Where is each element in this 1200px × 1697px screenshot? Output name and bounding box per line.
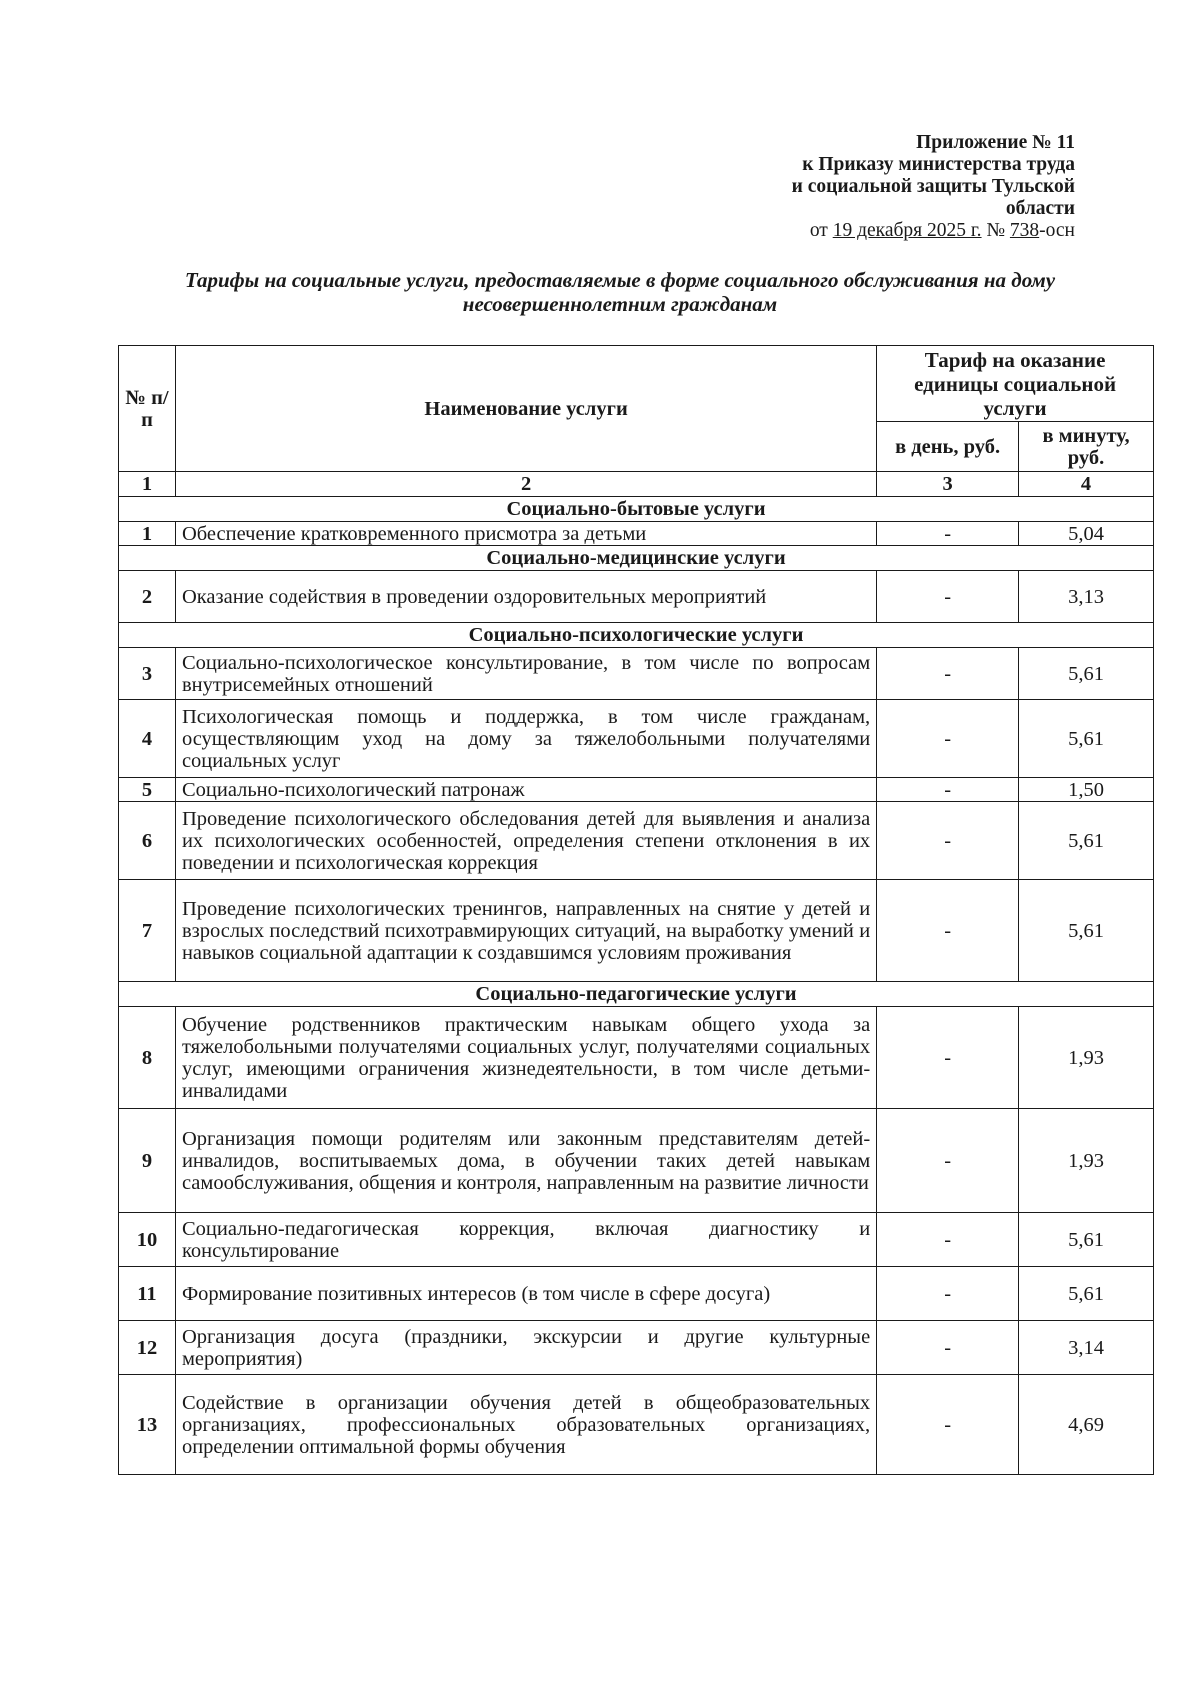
document-title: Тарифы на социальные услуги, предоставляемые в форме социального обслуживания на дому несовершеннолетним гражданам: [184, 268, 1056, 316]
tariff-per-minute: 3,13: [1019, 571, 1154, 623]
appendix-date-line: от 19 декабря 2025 г. № 738-осн: [809, 220, 1075, 241]
service-name: Содействие в организации обучения детей в общеобразовательных организациях, профессиональных образовательных организациях, определении оптимальной формы обучения: [175, 1375, 876, 1475]
service-number: 11: [119, 1267, 176, 1321]
tariff-per-minute: 5,61: [1019, 1213, 1154, 1267]
tariff-per-day: -: [877, 778, 1019, 802]
service-number: 4: [119, 700, 176, 778]
table-row: [119, 571, 1154, 623]
appendix-number: Приложение № 11: [916, 132, 1075, 153]
tariff-per-day: -: [877, 1321, 1019, 1375]
service-name: Социально-психологическое консультирование, в том числе по вопросам внутрисемейных отношений: [175, 648, 876, 700]
order-number: 738: [1009, 220, 1040, 241]
tariff-per-day: -: [877, 1267, 1019, 1321]
table-row: [119, 1375, 1154, 1475]
table-row: [119, 778, 1154, 802]
tariff-per-day: -: [877, 648, 1019, 700]
service-number: 5: [119, 778, 176, 802]
appendix-order-line-1: к Приказу министерства труда: [802, 154, 1075, 175]
tariff-per-day: -: [877, 700, 1019, 778]
table-header-row: [119, 346, 1154, 422]
section-title: Социально-медицинские услуги: [119, 546, 1154, 571]
service-name: Психологическая помощь и поддержка, в том числе гражданам, осуществляющим уход на дому за тяжелобольными получателями социальных услуг: [175, 700, 876, 778]
tariff-per-day: -: [877, 802, 1019, 880]
tariff-per-minute: 5,61: [1019, 700, 1154, 778]
tariff-per-minute: 3,14: [1019, 1321, 1154, 1375]
service-name: Обеспечение кратковременного присмотра за детьми: [175, 522, 876, 546]
section-header-row: [119, 546, 1154, 571]
column-number: 3: [877, 472, 1019, 497]
tariff-per-day: -: [877, 1109, 1019, 1213]
section-title: Социально-педагогические услуги: [119, 982, 1154, 1007]
header-num: № п/п: [119, 346, 176, 472]
section-header-row: [119, 497, 1154, 522]
table-row: [119, 648, 1154, 700]
service-number: 13: [119, 1375, 176, 1475]
tariff-per-day: -: [877, 880, 1019, 982]
table-row: [119, 700, 1154, 778]
tariff-per-minute: 1,93: [1019, 1007, 1154, 1109]
table-row: [119, 522, 1154, 546]
section-title: Социально-психологические услуги: [119, 623, 1154, 648]
header-name: Наименование услуги: [175, 346, 876, 472]
tariff-per-day: -: [877, 1375, 1019, 1475]
service-name: Социально-психологический патронаж: [175, 778, 876, 802]
tariff-per-minute: 1,93: [1019, 1109, 1154, 1213]
table-row: [119, 1109, 1154, 1213]
tariff-per-minute: 5,04: [1019, 522, 1154, 546]
service-number: 2: [119, 571, 176, 623]
service-number: 10: [119, 1213, 176, 1267]
column-number: 1: [119, 472, 176, 497]
table-row: [119, 1007, 1154, 1109]
table-row: [119, 1321, 1154, 1375]
tariff-per-day: -: [877, 1007, 1019, 1109]
tariff-per-minute: 5,61: [1019, 802, 1154, 880]
tariff-per-minute: 5,61: [1019, 880, 1154, 982]
service-number: 9: [119, 1109, 176, 1213]
service-name: Проведение психологического обследования детей для выявления и анализа их психологических особенностей, определения степени отклонения в их поведении и психологическая коррекция: [175, 802, 876, 880]
service-name: Социально-педагогическая коррекция, включая диагностику и консультирование: [175, 1213, 876, 1267]
header-per-day: в день, руб.: [877, 422, 1019, 472]
service-name: Организация помощи родителям или законным представителям детей-инвалидов, воспитываемых дома, в обучении таких детей навыкам самообслуживания, общения и контроля, направленным на развитие личности: [175, 1109, 876, 1213]
section-header-row: [119, 623, 1154, 648]
service-number: 6: [119, 802, 176, 880]
tariff-per-day: -: [877, 571, 1019, 623]
service-name: Оказание содействия в проведении оздоровительных мероприятий: [175, 571, 876, 623]
service-number: 7: [119, 880, 176, 982]
service-number: 8: [119, 1007, 176, 1109]
tariff-per-minute: 1,50: [1019, 778, 1154, 802]
tariffs-table: [118, 345, 1154, 1475]
section-header-row: [119, 982, 1154, 1007]
table-row: [119, 880, 1154, 982]
tariff-per-minute: 5,61: [1019, 648, 1154, 700]
service-name: Формирование позитивных интересов (в том числе в сфере досуга): [175, 1267, 876, 1321]
tariff-per-day: -: [877, 522, 1019, 546]
service-number: 3: [119, 648, 176, 700]
service-number: 12: [119, 1321, 176, 1375]
appendix-block: [792, 132, 1075, 242]
header-per-minute: в минуту, руб.: [1019, 422, 1154, 472]
table-row: [119, 1213, 1154, 1267]
header-tariff: Тариф на оказание единицы социальной услуги: [877, 346, 1154, 422]
tariff-per-minute: 5,61: [1019, 1267, 1154, 1321]
service-number: 1: [119, 522, 176, 546]
tariff-per-minute: 4,69: [1019, 1375, 1154, 1475]
order-date: 19 декабря 2025 г.: [832, 220, 982, 241]
column-number: 4: [1019, 472, 1154, 497]
appendix-order-line-3: области: [1005, 198, 1075, 219]
appendix-order-line-2: и социальной защиты Тульской: [791, 176, 1075, 197]
tariff-per-day: -: [877, 1213, 1019, 1267]
column-number: 2: [175, 472, 876, 497]
service-name: Проведение психологических тренингов, направленных на снятие у детей и взрослых последствий психотравмирующих ситуаций, на выработку умений и навыков социальной адаптации к создавшимся условиям проживания: [175, 880, 876, 982]
section-title: Социально-бытовые услуги: [119, 497, 1154, 522]
table-row: [119, 802, 1154, 880]
service-name: Организация досуга (праздники, экскурсии и другие культурные мероприятия): [175, 1321, 876, 1375]
column-number-row: [119, 472, 1154, 497]
table-row: [119, 1267, 1154, 1321]
service-name: Обучение родственников практическим навыкам общего ухода за тяжелобольными получателями социальных услуг, получателями социальных услуг, имеющими ограничения жизнедеятельности, в том числе детьми-инвалидами: [175, 1007, 876, 1109]
